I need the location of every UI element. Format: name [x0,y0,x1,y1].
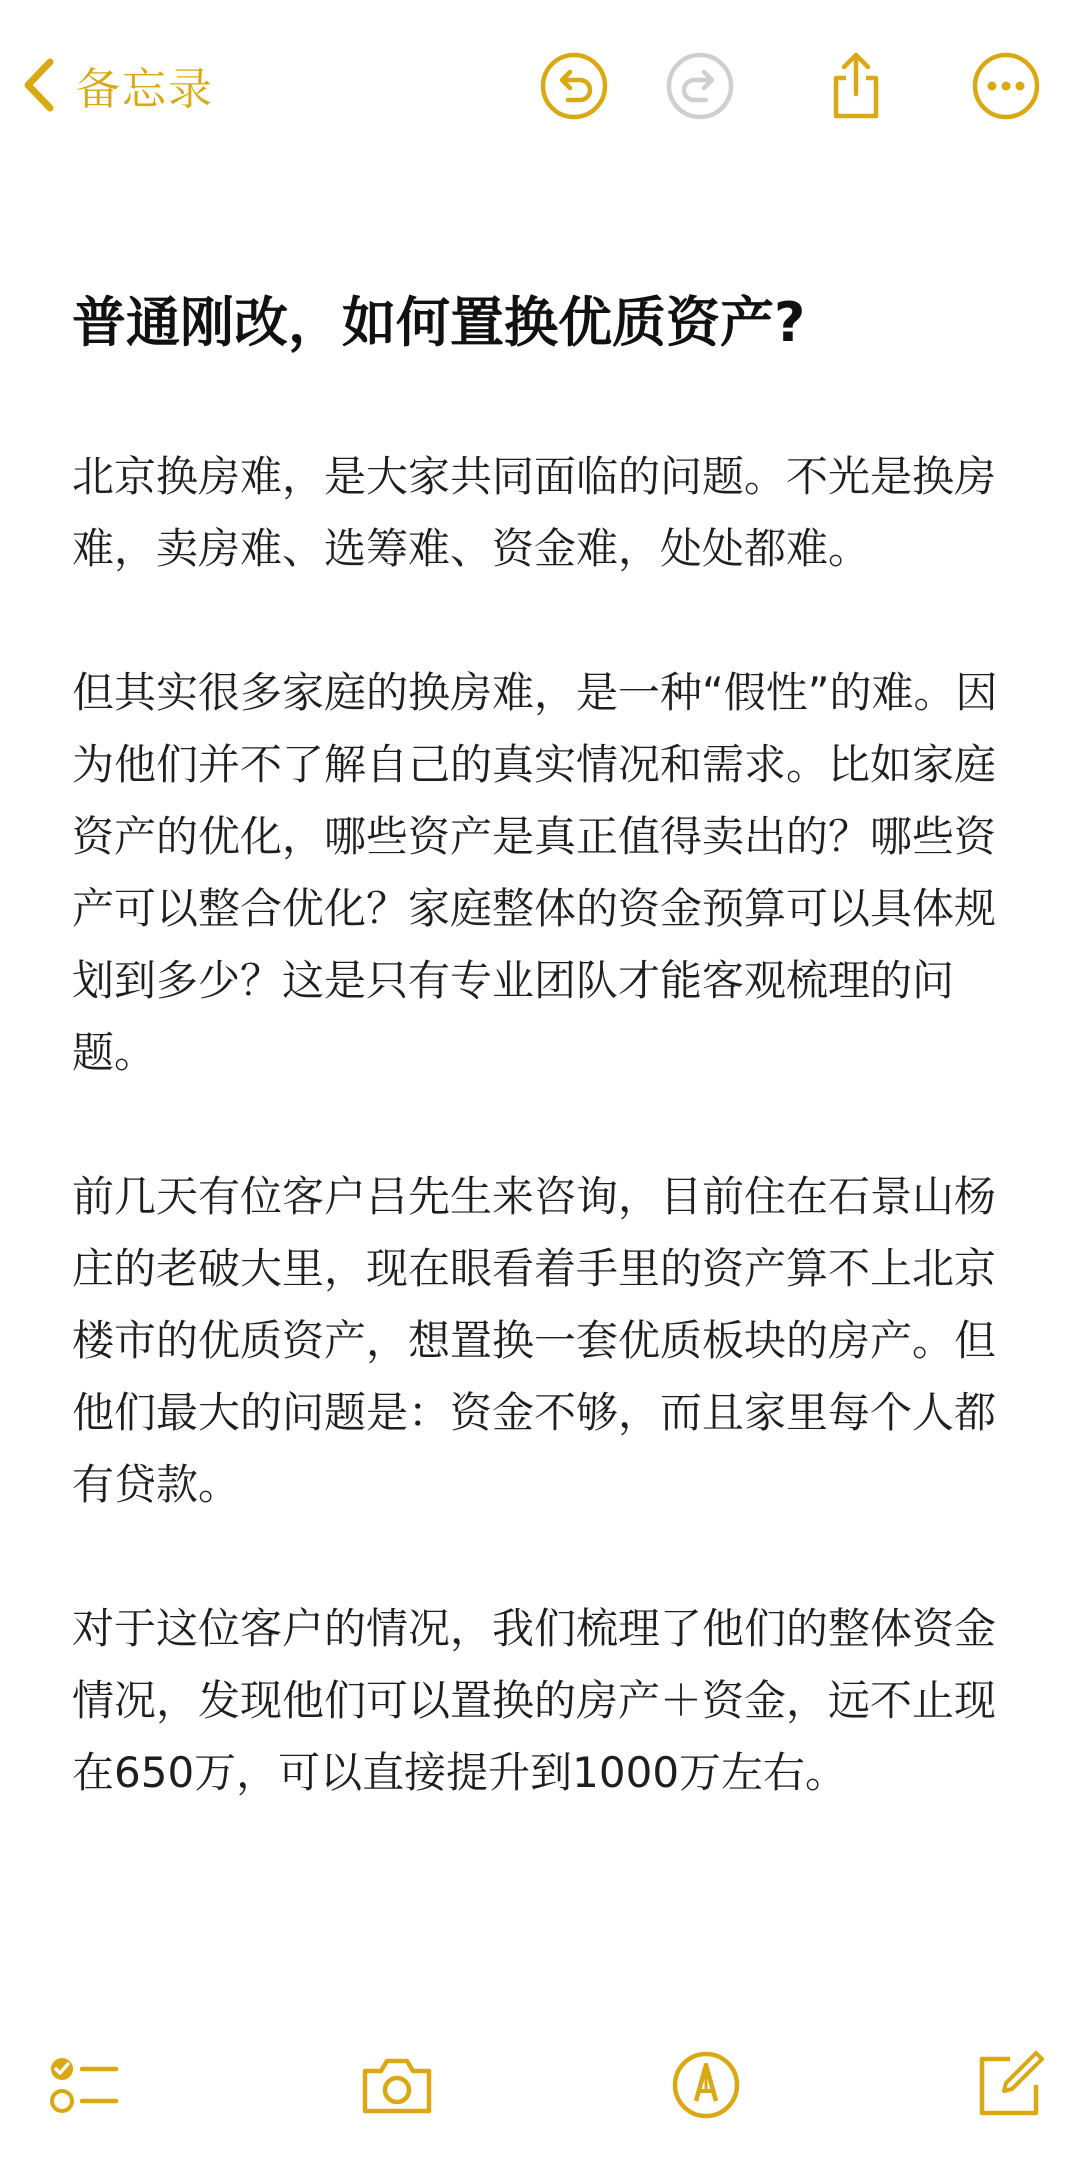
share-icon [820,50,892,122]
compose-button[interactable] [970,2045,1050,2125]
back-button[interactable] [20,52,214,118]
redo-icon [664,50,736,122]
note-title: 普通刚改，如何置换优质资产? [72,291,806,354]
bottom-toolbar [0,2040,1080,2130]
camera-icon [357,2045,437,2125]
camera-button[interactable] [357,2045,437,2125]
note-paragraph: 但其实很多家庭的换房难，是一种“假性”的难。因为他们并不了解自己的真实情况和需求。比如家庭资产的优化，哪些资产是真正值得卖出的？哪些资产可以整合优化？家庭整体的资金预算可以具体规划到多少？这是只有专业团队才能客观梳理的问题。 [72,668,998,1077]
checklist-button[interactable] [44,2045,124,2125]
note-paragraph: 北京换房难，是大家共同面临的问题。不光是换房难，卖房难、选筹难、资金难，处处都难。 [72,452,997,573]
redo-button[interactable] [664,50,736,122]
markup-button[interactable] [666,2045,746,2125]
compose-icon [970,2045,1050,2125]
share-button[interactable] [820,50,892,122]
more-icon [970,50,1042,122]
markup-icon [666,2045,746,2125]
note-paragraph: 前几天有位客户吕先生来咨询，目前住在石景山杨庄的老破大里，现在眼看着手里的资产算不上北京楼市的优质资产，想置换一套优质板块的房产。但他们最大的问题是：资金不够，而且家里每个人都有贷款。 [72,1172,997,1509]
undo-button[interactable] [538,50,610,122]
chevron-left-icon [20,56,60,114]
note-paragraph: 对于这位客户的情况，我们梳理了他们的整体资金情况，发现他们可以置换的房产＋资金，远不止现在650万，可以直接提升到1000万左右。 [72,1604,997,1797]
note-body[interactable] [72,285,1012,1881]
more-button[interactable] [970,50,1042,122]
navigation-bar [0,40,1080,130]
undo-icon [538,50,610,122]
checklist-icon [44,2045,124,2125]
back-label: 备忘录 [76,64,214,115]
